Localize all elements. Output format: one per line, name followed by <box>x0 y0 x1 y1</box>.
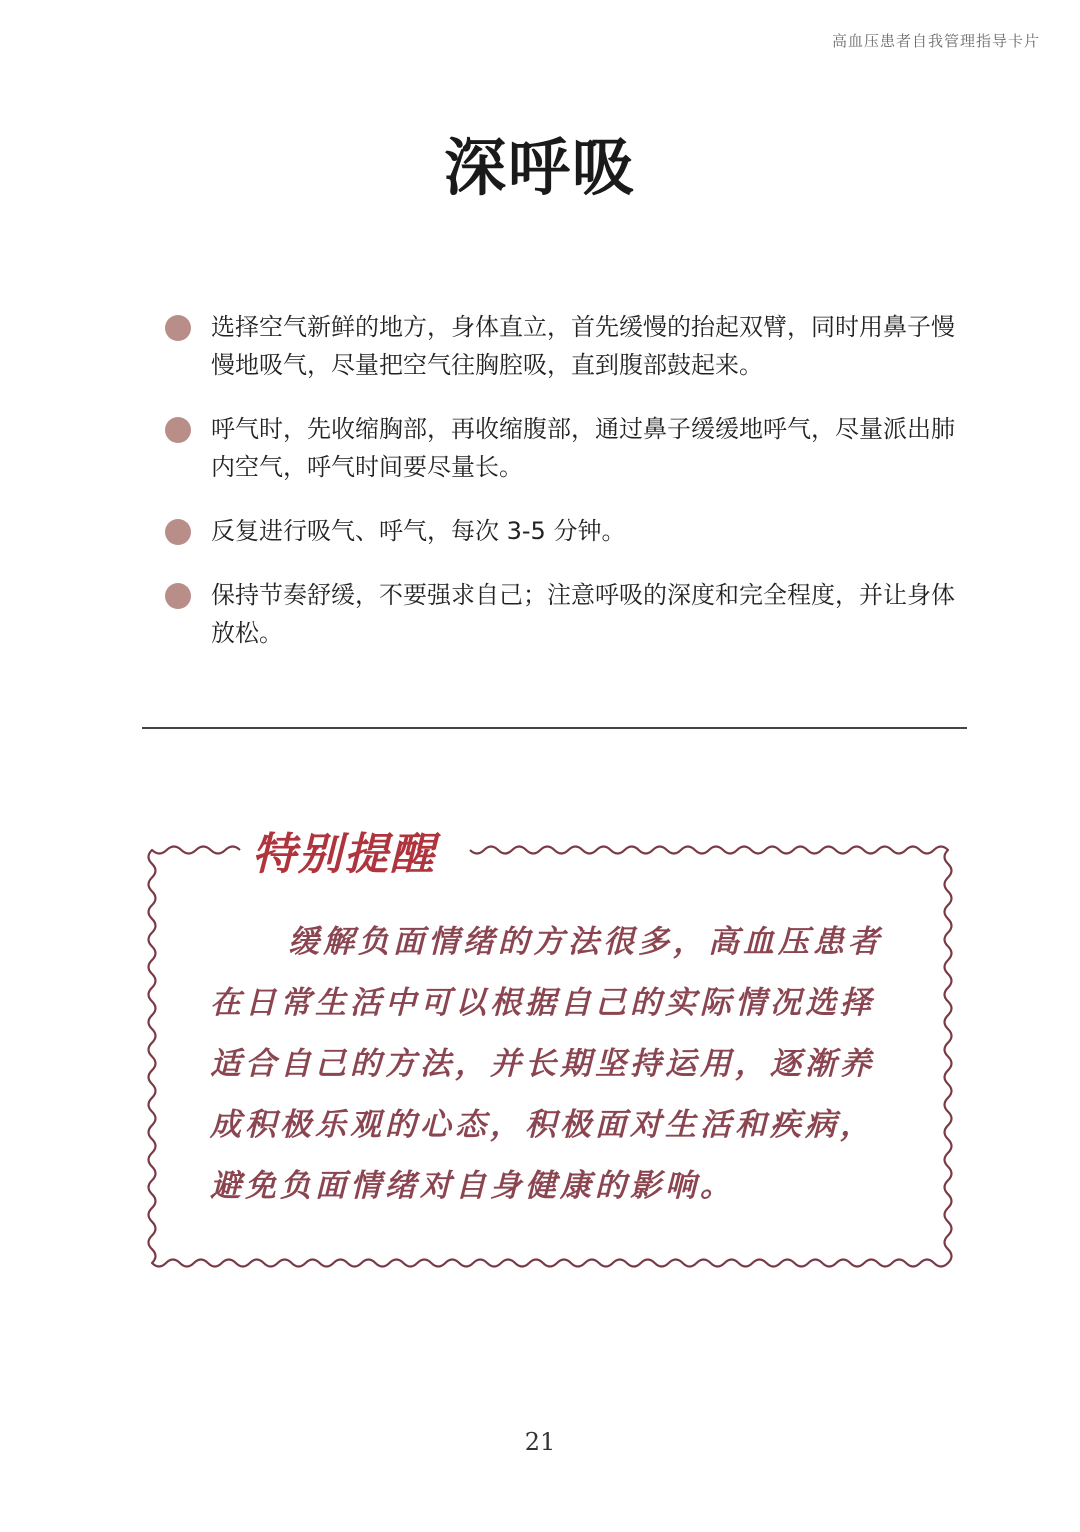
page-number: 21 <box>524 1428 556 1456</box>
list-item <box>165 410 965 486</box>
bullet-dot-icon <box>165 519 191 545</box>
bullet-dot-icon <box>165 417 191 443</box>
list-item <box>165 512 965 550</box>
bullet-dot-icon <box>165 583 191 609</box>
reminder-body: 缓解负面情绪的方法很多，高血压患者在日常生活中可以根据自己的实际情况选择适合自己的方法，并长期坚持运用，逐渐养成积极乐观的心态，积极面对生活和疾病，避免负面情绪对自身健康的影响。 <box>210 924 883 1204</box>
steps-list <box>165 308 965 678</box>
page-title: 深呼吸 <box>443 131 636 204</box>
reminder-title: 特别提醒 <box>248 818 440 882</box>
section-divider <box>142 727 967 729</box>
step-text: 反复进行吸气、呼气，每次 3-5 分钟。 <box>211 517 626 545</box>
step-text: 选择空气新鲜的地方，身体直立，首先缓慢的抬起双臂，同时用鼻子慢慢地吸气，尽量把空气往胸腔吸，直到腹部鼓起来。 <box>211 313 955 379</box>
step-text: 呼气时，先收缩胸部，再收缩腹部，通过鼻子缓缓地呼气，尽量派出肺内空气，呼气时间要尽量长。 <box>211 415 955 481</box>
header-doc-title: 高血压患者自我管理指导卡片 <box>831 32 1040 50</box>
step-text: 保持节奏舒缓，不要强求自己；注意呼吸的深度和完全程度，并让身体放松。 <box>211 581 955 647</box>
list-item <box>165 576 965 652</box>
bullet-dot-icon <box>165 315 191 341</box>
list-item <box>165 308 965 384</box>
